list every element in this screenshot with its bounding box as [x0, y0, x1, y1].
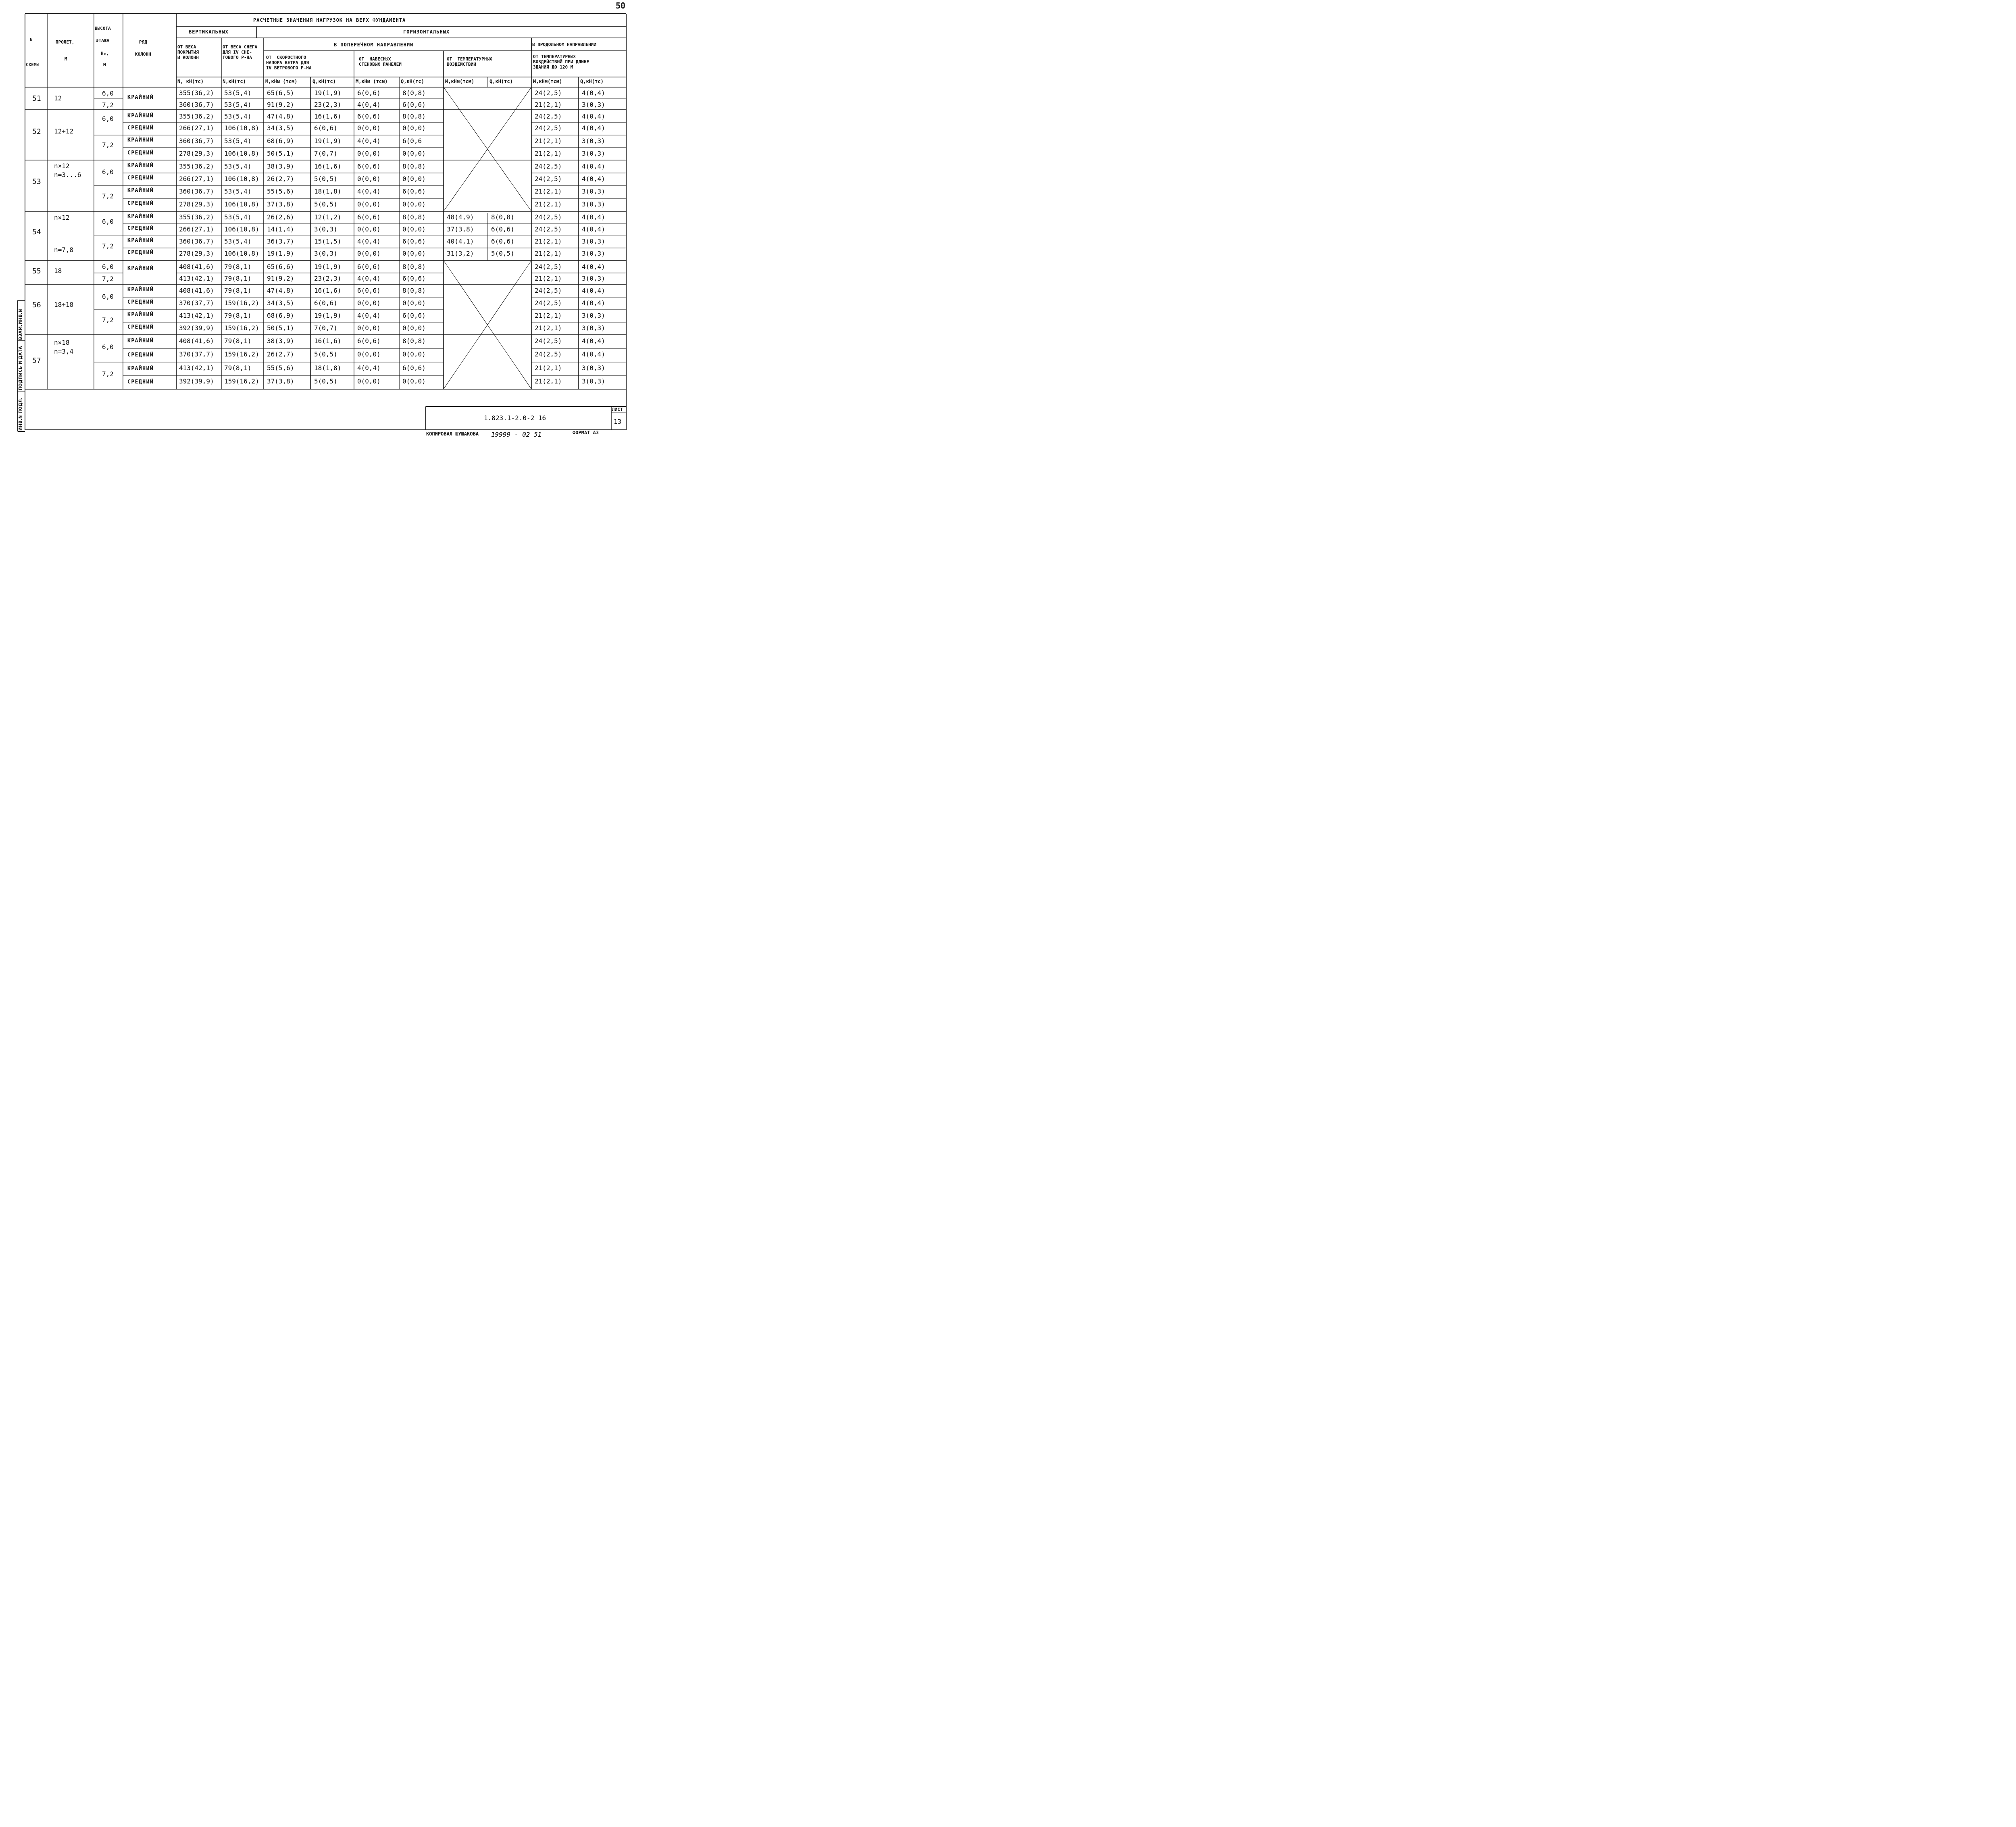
table-cell: 278(29,3): [179, 150, 214, 157]
height-value: 7,2: [102, 370, 114, 378]
table-cell: 0(0,0): [402, 175, 426, 183]
table-cell: 0(0,0): [402, 250, 426, 257]
table-cell: 3(0,3): [582, 200, 605, 208]
header-temperature-long: ОТ ТЕМПЕРАТУРНЫХ ВОЗДЕЙСТВИЙ ПРИ ДЛИНЕ ЗДАНИЯ ДО 120 М: [533, 54, 589, 70]
table-cell: 21(2,1): [535, 312, 562, 319]
span-value: n×18: [54, 339, 70, 346]
scheme-number: 57: [32, 356, 41, 365]
side-label-signature: ПОДПИСЬ И ДАТА: [18, 346, 23, 390]
table-cell: 65(6,6): [267, 263, 294, 271]
table-cell: 0(0,0): [357, 350, 381, 358]
table-cell: 24(2,5): [535, 89, 562, 97]
table-cell: 3(0,3): [582, 187, 605, 195]
table-cell: 3(0,3): [582, 101, 605, 108]
table-cell: 159(16,2): [224, 324, 259, 332]
table-cell: 106(10,8): [224, 150, 259, 157]
row-label: СРЕДНИЙ: [127, 225, 154, 231]
header-height-3: Н₀,: [101, 51, 109, 56]
table-cell: 19(1,9): [267, 250, 294, 257]
table-cell: 21(2,1): [535, 250, 562, 257]
row-label: СРЕДНИЙ: [127, 150, 154, 156]
table-cell: 26(2,7): [267, 175, 294, 183]
header-height-1: ВЫСОТА: [95, 26, 111, 31]
span-value: n=7,8: [54, 246, 74, 254]
height-value: 6,0: [102, 343, 114, 351]
table-cell: 0(0,0): [402, 377, 426, 385]
table-cell: 106(10,8): [224, 250, 259, 257]
table-cell: 38(3,9): [267, 337, 294, 345]
table-cell: 24(2,5): [535, 112, 562, 120]
height-value: 6,0: [102, 218, 114, 225]
table-cell: 53(5,4): [224, 237, 252, 245]
scheme-number: 55: [32, 267, 41, 275]
table-cell: 6(0,6): [402, 237, 426, 245]
table-cell: 3(0,3): [582, 312, 605, 319]
table-cell: 0(0,0): [357, 124, 381, 132]
table-cell: 6(0,6): [314, 124, 337, 132]
header-height-2: ЭТАЖА: [96, 38, 110, 43]
table-cell: 53(5,4): [224, 213, 252, 221]
table-cell: 408(41,6): [179, 337, 214, 345]
table-cell: 21(2,1): [535, 237, 562, 245]
table-cell: 6(0,6): [402, 275, 426, 282]
table-cell: 24(2,5): [535, 225, 562, 233]
header-vertical: ВЕРТИКАЛЬНЫХ: [189, 29, 229, 35]
stamp-code: 1.823.1-2.0-2 16: [484, 414, 546, 422]
table-cell: 0(0,0): [357, 324, 381, 332]
scheme-number: 56: [32, 301, 41, 309]
table-cell: 4(0,4): [357, 137, 381, 145]
row-label: КРАЙНИЙ: [127, 312, 154, 318]
table-cell: 0(0,0): [402, 200, 426, 208]
table-cell: 8(0,8): [491, 213, 514, 221]
table-cell: 0(0,0): [402, 150, 426, 157]
header-top-title: РАСЧЕТНЫЕ ЗНАЧЕНИЯ НАГРУЗОК НА ВЕРХ ФУНДАМЕНТА: [253, 17, 406, 23]
table-cell: 6(0,6): [402, 312, 426, 319]
row-label: КРАЙНИЙ: [127, 287, 154, 293]
table-cell: 0(0,0): [402, 324, 426, 332]
table-cell: 159(16,2): [224, 350, 259, 358]
footer-format: ФОРМАТ А3: [573, 430, 599, 435]
table-cell: 4(0,4): [582, 89, 605, 97]
footer-order: 19999 - 02 51: [491, 431, 542, 438]
table-cell: 55(5,6): [267, 364, 294, 372]
table-cell: 370(37,7): [179, 350, 214, 358]
table-cell: 4(0,4): [357, 237, 381, 245]
table-cell: 21(2,1): [535, 377, 562, 385]
table-cell: 159(16,2): [224, 377, 259, 385]
header-roof-weight: ОТ ВЕСА ПОКРЫТИЯ И КОЛОНН: [177, 44, 199, 60]
table-cell: 8(0,8): [402, 89, 426, 97]
height-value: 7,2: [102, 242, 114, 250]
row-label: КРАЙНИЙ: [127, 187, 154, 194]
table-cell: 55(5,6): [267, 187, 294, 195]
table-cell: 16(1,6): [314, 112, 342, 120]
row-label: СРЕДНИЙ: [127, 379, 154, 385]
table-cell: 360(36,7): [179, 101, 214, 108]
header-row-2: КОЛОНН: [135, 52, 151, 57]
table-cell: 3(0,3): [582, 324, 605, 332]
table-cell: 355(36,2): [179, 213, 214, 221]
header-span: ПРОЛЕТ,: [56, 40, 75, 45]
side-label-replace: ВЗАМ.ИНВ.N: [18, 309, 23, 340]
table-cell: 24(2,5): [535, 263, 562, 271]
header-horizontal: ГОРИЗОНТАЛЬНЫХ: [403, 29, 450, 35]
table-cell: 53(5,4): [224, 162, 252, 170]
table-cell: 7(0,7): [314, 324, 337, 332]
scheme-number: 51: [32, 94, 41, 103]
header-n: N: [30, 37, 33, 42]
table-cell: 0(0,0): [357, 175, 381, 183]
table-cell: 0(0,0): [357, 250, 381, 257]
table-cell: 8(0,8): [402, 287, 426, 294]
table-cell: 21(2,1): [535, 150, 562, 157]
header-row-1: РЯД: [139, 40, 147, 45]
table-cell: 21(2,1): [535, 275, 562, 282]
table-cell: 159(16,2): [224, 299, 259, 307]
row-label: СРЕДНИЙ: [127, 175, 154, 181]
table-cell: 26(2,7): [267, 350, 294, 358]
table-cell: 38(3,9): [267, 162, 294, 170]
table-cell: 53(5,4): [224, 187, 252, 195]
header-span-unit: М: [65, 56, 67, 62]
table-cell: 19(1,9): [314, 312, 342, 319]
table-cell: 24(2,5): [535, 287, 562, 294]
height-value: 7,2: [102, 275, 114, 283]
table-cell: 0(0,0): [402, 299, 426, 307]
side-label-inv: ИНВ.N ПОДЛ.: [18, 397, 23, 431]
table-cell: 355(36,2): [179, 162, 214, 170]
table-cell: 5(0,5): [314, 377, 337, 385]
unit-header: N,кН(тс): [223, 79, 246, 84]
table-cell: 16(1,6): [314, 287, 342, 294]
table-cell: 24(2,5): [535, 299, 562, 307]
table-cell: 34(3,5): [267, 124, 294, 132]
height-value: 7,2: [102, 316, 114, 324]
table-cell: 0(0,0): [357, 150, 381, 157]
table-cell: 21(2,1): [535, 200, 562, 208]
table-cell: 34(3,5): [267, 299, 294, 307]
table-cell: 8(0,8): [402, 112, 426, 120]
table-cell: 0(0,0): [402, 225, 426, 233]
table-cell: 15(1,5): [314, 237, 342, 245]
table-cell: 392(39,9): [179, 377, 214, 385]
table-cell: 47(4,8): [267, 287, 294, 294]
height-value: 7,2: [102, 101, 114, 109]
table-cell: 408(41,6): [179, 263, 214, 271]
height-value: 6,0: [102, 115, 114, 123]
scheme-number: 54: [32, 228, 41, 236]
page-number: 50: [616, 1, 626, 10]
table-cell: 40(4,1): [447, 237, 474, 245]
table-cell: 278(29,3): [179, 250, 214, 257]
table-cell: 4(0,4): [582, 162, 605, 170]
table-cell: 23(2,3): [314, 275, 342, 282]
table-cell: 21(2,1): [535, 187, 562, 195]
table-cell: 106(10,8): [224, 175, 259, 183]
table-cell: 0(0,0): [357, 200, 381, 208]
table-cell: 24(2,5): [535, 213, 562, 221]
table-cell: 8(0,8): [402, 263, 426, 271]
table-cell: 48(4,9): [447, 213, 474, 221]
table-cell: 24(2,5): [535, 350, 562, 358]
table-cell: 3(0,3): [582, 150, 605, 157]
table-cell: 37(3,8): [267, 200, 294, 208]
table-cell: 79(8,1): [224, 287, 252, 294]
table-cell: 3(0,3): [582, 377, 605, 385]
table-cell: 37(3,8): [267, 377, 294, 385]
table-cell: 8(0,8): [402, 162, 426, 170]
table-cell: 18(1,8): [314, 187, 342, 195]
table-cell: 6(0,6): [357, 213, 381, 221]
table-cell: 6(0,6): [357, 337, 381, 345]
table-cell: 21(2,1): [535, 364, 562, 372]
table-cell: 360(36,7): [179, 237, 214, 245]
unit-header: M,кНм(тсм): [533, 79, 562, 84]
table-cell: 53(5,4): [224, 89, 252, 97]
row-label: СРЕДНИЙ: [127, 200, 154, 206]
table-cell: 21(2,1): [535, 101, 562, 108]
table-cell: 413(42,1): [179, 312, 214, 319]
row-label: КРАЙНИЙ: [127, 265, 154, 271]
table-cell: 6(0,6): [314, 299, 337, 307]
table-cell: 79(8,1): [224, 364, 252, 372]
table-cell: 16(1,6): [314, 162, 342, 170]
table-cell: 0(0,0): [402, 350, 426, 358]
header-height-4: М: [103, 62, 106, 67]
table-cell: 14(1,4): [267, 225, 294, 233]
table-cell: 53(5,4): [224, 112, 252, 120]
table-cell: 19(1,9): [314, 263, 342, 271]
table-cell: 6(0,6): [357, 263, 381, 271]
table-cell: 79(8,1): [224, 275, 252, 282]
span-value: n=3,4: [54, 348, 74, 355]
table-cell: 6(0,6): [491, 225, 514, 233]
table-cell: 4(0,4): [357, 187, 381, 195]
table-cell: 3(0,3): [582, 364, 605, 372]
table-cell: 392(39,9): [179, 324, 214, 332]
span-value: 18: [54, 267, 62, 275]
table-cell: 3(0,3): [582, 250, 605, 257]
span-value: n×12: [54, 214, 70, 221]
table-cell: 68(6,9): [267, 137, 294, 145]
header-scheme: СХЕМЫ: [26, 62, 40, 67]
table-cell: 3(0,3): [314, 225, 337, 233]
height-value: 6,0: [102, 263, 114, 271]
table-cell: 360(36,7): [179, 137, 214, 145]
table-cell: 3(0,3): [582, 275, 605, 282]
table-cell: 4(0,4): [582, 350, 605, 358]
table-cell: 370(37,7): [179, 299, 214, 307]
table-cell: 4(0,4): [582, 287, 605, 294]
span-value: 12: [54, 94, 62, 102]
row-label: СРЕДНИЙ: [127, 352, 154, 358]
unit-header: Q,кН(тс): [401, 79, 424, 84]
row-label: КРАЙНИЙ: [127, 113, 154, 119]
row-label: КРАЙНИЙ: [127, 366, 154, 372]
scheme-number: 53: [32, 177, 41, 186]
table-cell: 50(5,1): [267, 150, 294, 157]
table-cell: 6(0,6): [357, 287, 381, 294]
table-cell: 355(36,2): [179, 112, 214, 120]
table-cell: 5(0,5): [314, 200, 337, 208]
table-cell: 50(5,1): [267, 324, 294, 332]
table-cell: 12(1,2): [314, 213, 342, 221]
table-cell: 37(3,8): [447, 225, 474, 233]
header-snow-weight: ОТ ВЕСА СНЕГА ДЛЯ IV СНЕ- ГОВОГО Р-НА: [223, 44, 258, 60]
row-label: КРАЙНИЙ: [127, 94, 154, 100]
table-cell: 65(6,5): [267, 89, 294, 97]
row-label: КРАЙНИЙ: [127, 237, 154, 244]
table-cell: 47(4,8): [267, 112, 294, 120]
table-cell: 5(0,5): [314, 350, 337, 358]
unit-header: M,кНм (тсм): [265, 79, 298, 84]
table-cell: 4(0,4): [582, 175, 605, 183]
table-cell: 408(41,6): [179, 287, 214, 294]
table-cell: 79(8,1): [224, 263, 252, 271]
table-cell: 266(27,1): [179, 225, 214, 233]
table-cell: 4(0,4): [357, 101, 381, 108]
table-cell: 79(8,1): [224, 337, 252, 345]
table-cell: 4(0,4): [582, 124, 605, 132]
table-cell: 4(0,4): [357, 312, 381, 319]
table-cell: 4(0,4): [582, 112, 605, 120]
row-label: СРЕДНИЙ: [127, 299, 154, 305]
span-value: n=3...6: [54, 171, 81, 179]
height-value: 7,2: [102, 192, 114, 200]
table-cell: 6(0,6: [402, 137, 422, 145]
stamp-sheet-number: 13: [614, 418, 622, 425]
row-label: СРЕДНИЙ: [127, 250, 154, 256]
stamp-sheet-label: ЛИСТ: [612, 407, 623, 412]
table-cell: 53(5,4): [224, 137, 252, 145]
table-cell: 413(42,1): [179, 364, 214, 372]
table-cell: 6(0,6): [357, 89, 381, 97]
row-label: КРАЙНИЙ: [127, 338, 154, 344]
height-value: 7,2: [102, 141, 114, 149]
table-cell: 106(10,8): [224, 124, 259, 132]
table-cell: 6(0,6): [402, 101, 426, 108]
table-cell: 355(36,2): [179, 89, 214, 97]
table-cell: 6(0,6): [402, 364, 426, 372]
table-cell: 8(0,8): [402, 337, 426, 345]
table-cell: 5(0,5): [491, 250, 514, 257]
table-cell: 0(0,0): [357, 377, 381, 385]
table-cell: 7(0,7): [314, 150, 337, 157]
header-temperature: ОТ ТЕМПЕРАТУРНЫХ ВОЗДЕЙСТВИЙ: [447, 56, 492, 67]
table-cell: 0(0,0): [402, 124, 426, 132]
table-cell: 3(0,3): [314, 250, 337, 257]
table-cell: 68(6,9): [267, 312, 294, 319]
table-cell: 278(29,3): [179, 200, 214, 208]
table-cell: 6(0,6): [491, 237, 514, 245]
table-cell: 24(2,5): [535, 162, 562, 170]
table-cell: 360(36,7): [179, 187, 214, 195]
table-cell: 21(2,1): [535, 324, 562, 332]
row-label: КРАЙНИЙ: [127, 213, 154, 219]
table-cell: 24(2,5): [535, 175, 562, 183]
table-cell: 0(0,0): [357, 299, 381, 307]
row-label: КРАЙНИЙ: [127, 162, 154, 169]
header-transverse: В ПОПЕРЕЧНОМ НАПРАВЛЕНИИ: [334, 42, 414, 48]
unit-header: M,кНм (тсм): [356, 79, 388, 84]
table-cell: 4(0,4): [582, 225, 605, 233]
table-cell: 413(42,1): [179, 275, 214, 282]
table-cell: 266(27,1): [179, 175, 214, 183]
table-cell: 31(3,2): [447, 250, 474, 257]
table-cell: 24(2,5): [535, 124, 562, 132]
table-cell: 18(1,8): [314, 364, 342, 372]
table-cell: 4(0,4): [582, 213, 605, 221]
table-cell: 4(0,4): [582, 299, 605, 307]
table-cell: 79(8,1): [224, 312, 252, 319]
footer-copied: КОПИРОВАЛ ШУШАКОВА: [426, 431, 479, 437]
table-cell: 266(27,1): [179, 124, 214, 132]
table-cell: 91(9,2): [267, 101, 294, 108]
unit-header: Q,кН(тс): [489, 79, 513, 84]
unit-header: Q,кН(тс): [580, 79, 604, 84]
row-label: СРЕДНИЙ: [127, 324, 154, 330]
table-cell: 4(0,4): [357, 275, 381, 282]
table-cell: 16(1,6): [314, 337, 342, 345]
height-value: 6,0: [102, 293, 114, 300]
header-longitudinal: В ПРОДОЛЬНОМ НАПРАВЛЕНИИ: [532, 42, 596, 47]
table-cell: 19(1,9): [314, 137, 342, 145]
table-cell: 3(0,3): [582, 137, 605, 145]
table-cell: 21(2,1): [535, 137, 562, 145]
span-value: 12+12: [54, 127, 74, 135]
table-cell: 5(0,5): [314, 175, 337, 183]
row-label: КРАЙНИЙ: [127, 137, 154, 143]
span-value: 18+18: [54, 301, 74, 308]
span-value: n×12: [54, 162, 70, 170]
table-cell: 4(0,4): [582, 263, 605, 271]
table-cell: 23(2,3): [314, 101, 342, 108]
header-panels: ОТ НАВЕСНЫХ СТЕНОВЫХ ПАНЕЛЕЙ: [359, 56, 402, 67]
table-cell: 4(0,4): [582, 337, 605, 345]
table-cell: 106(10,8): [224, 225, 259, 233]
unit-header: N, кН(тс): [177, 79, 204, 84]
table-cell: 8(0,8): [402, 213, 426, 221]
unit-header: Q,кН(тс): [312, 79, 336, 84]
table-cell: 26(2,6): [267, 213, 294, 221]
table-cell: 24(2,5): [535, 337, 562, 345]
table-cell: 4(0,4): [357, 364, 381, 372]
table-cell: 106(10,8): [224, 200, 259, 208]
table-cell: 6(0,6): [357, 112, 381, 120]
header-wind: ОТ СКОРОСТНОГО НАПОРА ВЕТРА ДЛЯ IV ВЕТРОВОГО Р-НА: [266, 55, 312, 71]
table-cell: 19(1,9): [314, 89, 342, 97]
table-cell: 91(9,2): [267, 275, 294, 282]
table-cell: 53(5,4): [224, 101, 252, 108]
table-cell: 6(0,6): [357, 162, 381, 170]
table-cell: 36(3,7): [267, 237, 294, 245]
table-cell: 0(0,0): [357, 225, 381, 233]
height-value: 6,0: [102, 168, 114, 176]
row-label: СРЕДНИЙ: [127, 125, 154, 131]
table-cell: 3(0,3): [582, 237, 605, 245]
scheme-number: 52: [32, 127, 41, 136]
table-cell: 6(0,6): [402, 187, 426, 195]
unit-header: M,кНм(тсм): [445, 79, 475, 84]
height-value: 6,0: [102, 90, 114, 97]
